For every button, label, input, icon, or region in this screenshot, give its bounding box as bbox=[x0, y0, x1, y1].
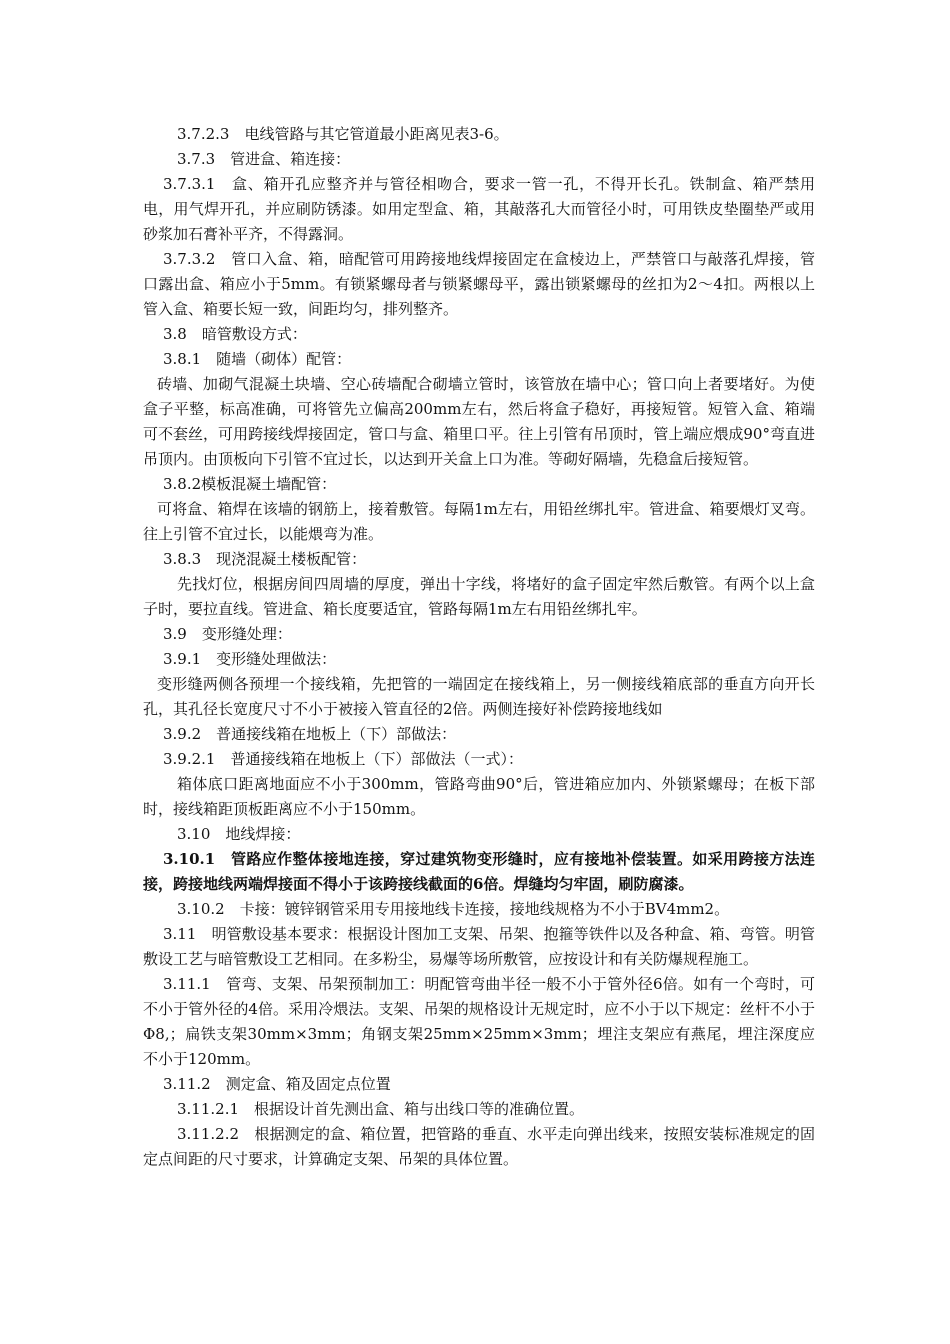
heading-3-10: 3.10 地线焊接： bbox=[177, 825, 301, 843]
paragraph-3-11-2-1: 3.11.2.1 根据设计首先测出盒、箱与出线口等的准确位置。 bbox=[177, 1100, 585, 1118]
heading-3-11-2: 3.11.2 测定盒、箱及固定点位置 bbox=[163, 1075, 391, 1093]
heading-3-8-3: 3.8.3 现浇混凝土楼板配管： bbox=[163, 550, 367, 568]
paragraph-3-8-2-body: 可将盒、箱焊在该墙的钢筋上，接着敷管。每隔1m左右，用铅丝绑扎牢。管进盒、箱要煨灯叉弯。往上引管不宜过长，以能煨弯为准。 bbox=[143, 500, 815, 543]
paragraph-3-9-2-1-body: 箱体底口距离地面应不小于300mm，管路弯曲90°后，管进箱应加内、外锁紧螺母；在板下部时，接线箱距顶板距离应不小于150mm。 bbox=[143, 775, 815, 818]
heading-3-8: 3.8 暗管敷设方式： bbox=[163, 325, 307, 343]
paragraph-3-10-2: 3.10.2 卡接：镀锌钢管采用专用接地线卡连接，接地线规格为不小于BV4mm2。 bbox=[177, 900, 730, 918]
heading-3-9-2: 3.9.2 普通接线箱在地板上（下）部做法： bbox=[163, 725, 457, 743]
paragraph-3-8-1-body: 砖墙、加砌气混凝土块墙、空心砖墙配合砌墙立管时，该管放在墙中心；管口向上者要堵好。为使盒子平整，标高准确，可将管先立偏高200mm左右，然后将盒子稳好，再接短管。短管入盒、箱端可不套丝，可用跨接线焊接固定，管口与盒、箱里口平。往上引管有吊顶时，管上端应煨成90°弯直进吊顶内。由顶板向下引管不宜过长，以达到开关盒上口为准。等砌好隔墙，先稳盒后接短管。 bbox=[143, 375, 815, 468]
heading-3-9: 3.9 变形缝处理： bbox=[163, 625, 292, 643]
paragraph-3-11: 3.11 明管敷设基本要求：根据设计图加工支架、吊架、抱箍等铁件以及各种盒、箱、弯管。明管敷设工艺与暗管敷设工艺相同。在多粉尘，易爆等场所敷管，应按设计和有关防爆规程施工。 bbox=[143, 925, 815, 968]
paragraph-3-7-3-1: 3.7.3.1 盒、箱开孔应整齐并与管径相吻合，要求一管一孔，不得开长孔。铁制盒、箱严禁用电，用气焊开孔，并应刷防锈漆。如用定型盒、箱，其敲落孔大而管径小时，可用铁皮垫圈垫严或用砂浆加石膏补平齐，不得露洞。 bbox=[143, 175, 815, 243]
document-page bbox=[143, 122, 815, 1172]
paragraph-3-8-3-body: 先找灯位，根据房间四周墙的厚度，弹出十字线，将堵好的盒子固定牢然后敷管。有两个以上盒子时，要拉直线。管进盒、箱长度要适宜，管路每隔1m左右用铅丝绑扎牢。 bbox=[143, 575, 815, 618]
heading-3-9-2-1: 3.9.2.1 普通接线箱在地板上（下）部做法（一式）： bbox=[163, 750, 523, 768]
heading-3-8-2: 3.8.2模板混凝土墙配管： bbox=[163, 475, 337, 493]
paragraph-3-11-2-2: 3.11.2.2 根据测定的盒、箱位置，把管路的垂直、水平走向弹出线来，按照安装标准规定的固定点间距的尺寸要求，计算确定支架、吊架的具体位置。 bbox=[143, 1125, 815, 1168]
paragraph-3-10-1: 3.10.1 管路应作整体接地连接，穿过建筑物变形缝时，应有接地补偿装置。如采用跨接方法连接，跨接地线两端焊接面不得小于该跨接线截面的6倍。焊缝均匀牢固，刷防腐漆。 bbox=[143, 850, 815, 893]
heading-3-8-1: 3.8.1 随墙（砌体）配管： bbox=[163, 350, 352, 368]
heading-3-9-1: 3.9.1 变形缝处理做法： bbox=[163, 650, 337, 668]
heading-3-7-3: 3.7.3 管进盒、箱连接： bbox=[177, 150, 351, 168]
paragraph-3-7-3-2: 3.7.3.2 管口入盒、箱，暗配管可用跨接地线焊接固定在盒棱边上，严禁管口与敲落孔焊接，管口露出盒、箱应小于5mm。有锁紧螺母者与锁紧螺母平，露出锁紧螺母的丝扣为2～4扣。两根以上管入盒、箱要长短一致，间距均匀，排列整齐。 bbox=[143, 250, 815, 318]
paragraph-3-9-1-body: 变形缝两侧各预埋一个接线箱，先把管的一端固定在接线箱上，另一侧接线箱底部的垂直方向开长孔，其孔径长宽度尺寸不小于被接入管直径的2倍。两侧连接好补偿跨接地线如 bbox=[143, 675, 815, 718]
paragraph-3-7-2-3: 3.7.2.3 电线管路与其它管道最小距离见表3-6。 bbox=[177, 125, 509, 143]
paragraph-3-11-1: 3.11.1 管弯、支架、吊架预制加工：明配管弯曲半径一般不小于管外径6倍。如有一个弯时，可不小于管外径的4倍。采用冷煨法。支架、吊架的规格设计无规定时，应不小于以下规定：丝杆不小于Φ8,；扁铁支架30mm×3mm；角钢支架25mm×25mm×3mm；埋注支架应有燕尾，埋注深度应不小于120mm。 bbox=[143, 975, 815, 1068]
